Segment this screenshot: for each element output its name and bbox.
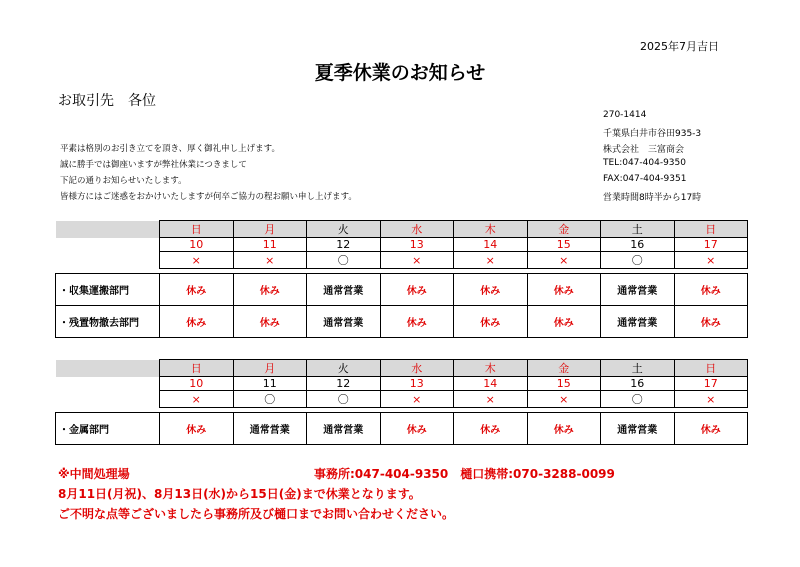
date-cell: 11 [233,238,307,252]
schedule-table-1 [55,220,748,338]
body-line-1: 平素は格別のお引き立てを頂き、厚く御礼申し上げます。 [60,144,280,154]
date-row [56,377,748,391]
day-cell: 金 [527,360,601,377]
mark-cell: × [160,252,234,269]
day-cell: 日 [674,360,748,377]
mark-cell: × [527,252,601,269]
status-cell: 休み [674,306,748,338]
mark-cell: 〇 [601,391,675,408]
status-cell: 通常営業 [307,413,381,445]
day-cell: 木 [454,221,528,238]
day-cell: 水 [380,360,454,377]
body-line-2: 誠に勝手では御座いますが弊社休業につきまして [60,160,247,170]
footer-inquiry-note: ご不明な点等ございましたら事務所及び樋口までお問い合わせください。 [58,507,455,521]
status-cell: 通常営業 [233,413,307,445]
department-row [56,306,748,338]
status-cell: 休み [160,274,234,306]
department-row [56,274,748,306]
status-cell: 休み [160,306,234,338]
status-cell: 休み [233,306,307,338]
status-cell: 休み [454,413,528,445]
sender-company: 株式会社 三富商会 [603,145,685,155]
date-cell: 15 [527,377,601,391]
mark-row [56,252,748,269]
date-cell: 12 [307,377,381,391]
table-corner [56,221,160,238]
salutation: お取引先 各位 [58,93,156,109]
date-cell: 16 [601,238,675,252]
mark-cell: × [674,391,748,408]
department-label: ・収集運搬部門 [56,274,160,306]
status-cell: 通常営業 [601,274,675,306]
day-cell: 火 [307,221,381,238]
status-cell: 休み [674,413,748,445]
mark-cell: × [380,391,454,408]
department-row [56,413,748,445]
mark-cell: × [160,391,234,408]
mark-cell: 〇 [601,252,675,269]
day-cell: 木 [454,360,528,377]
mark-cell: × [674,252,748,269]
day-cell: 月 [233,221,307,238]
weekday-row [56,360,748,377]
status-cell: 休み [454,306,528,338]
day-cell: 土 [601,360,675,377]
mark-cell: 〇 [307,252,381,269]
department-label: ・金属部門 [56,413,160,445]
status-cell: 休み [674,274,748,306]
status-cell: 休み [527,274,601,306]
mark-cell: 〇 [307,391,381,408]
page-title: 夏季休業のお知らせ [314,62,486,84]
day-cell: 土 [601,221,675,238]
table-corner [56,377,160,391]
status-cell: 通常営業 [601,306,675,338]
footer-closure-note: 8月11日(月祝)、8月13日(水)から15日(金)まで休業となります。 [58,487,421,501]
sender-tel: TEL:047-404-9350 [603,158,686,168]
day-cell: 金 [527,221,601,238]
issue-date: 2025年7月吉日 [640,40,719,53]
body-line-4: 皆様方にはご迷惑をおかけいたしますが何卒ご協力の程お願い申し上げます。 [60,192,357,202]
weekday-row [56,221,748,238]
mark-cell: × [454,252,528,269]
status-cell: 休み [380,274,454,306]
sender-address: 千葉県白井市谷田935-3 [603,129,702,139]
status-cell: 休み [527,306,601,338]
day-cell: 水 [380,221,454,238]
day-cell: 日 [674,221,748,238]
sender-fax: FAX:047-404-9351 [603,174,687,184]
date-cell: 17 [674,238,748,252]
date-cell: 14 [454,238,528,252]
mark-cell: × [527,391,601,408]
date-cell: 11 [233,377,307,391]
sender-hours: 営業時間8時半から17時 [603,193,702,203]
day-cell: 火 [307,360,381,377]
day-cell: 日 [160,221,234,238]
day-cell: 月 [233,360,307,377]
status-cell: 休み [454,274,528,306]
date-row [56,238,748,252]
date-cell: 10 [160,238,234,252]
status-cell: 通常営業 [601,413,675,445]
body-line-3: 下記の通りお知らせいたします。 [60,176,187,186]
status-cell: 休み [380,306,454,338]
footer-contacts: 事務所:047-404-9350 樋口携帯:070-3288-0099 [314,467,615,481]
date-cell: 12 [307,238,381,252]
date-cell: 10 [160,377,234,391]
sender-postal: 270-1414 [603,110,647,120]
date-cell: 13 [380,238,454,252]
status-cell: 休み [233,274,307,306]
table-corner [56,252,160,269]
date-cell: 16 [601,377,675,391]
status-cell: 休み [160,413,234,445]
mark-cell: × [454,391,528,408]
status-cell: 通常営業 [307,306,381,338]
status-cell: 休み [380,413,454,445]
mark-cell: × [233,252,307,269]
date-cell: 14 [454,377,528,391]
table-corner [56,391,160,408]
mark-cell: × [380,252,454,269]
status-cell: 通常営業 [307,274,381,306]
table-corner [56,238,160,252]
footer-facility: ※中間処理場 [58,467,130,481]
department-label: ・残置物撤去部門 [56,306,160,338]
mark-row [56,391,748,408]
day-cell: 日 [160,360,234,377]
schedule-table-2 [55,359,748,445]
mark-cell: 〇 [233,391,307,408]
table-corner [56,360,160,377]
date-cell: 15 [527,238,601,252]
date-cell: 17 [674,377,748,391]
date-cell: 13 [380,377,454,391]
status-cell: 休み [527,413,601,445]
